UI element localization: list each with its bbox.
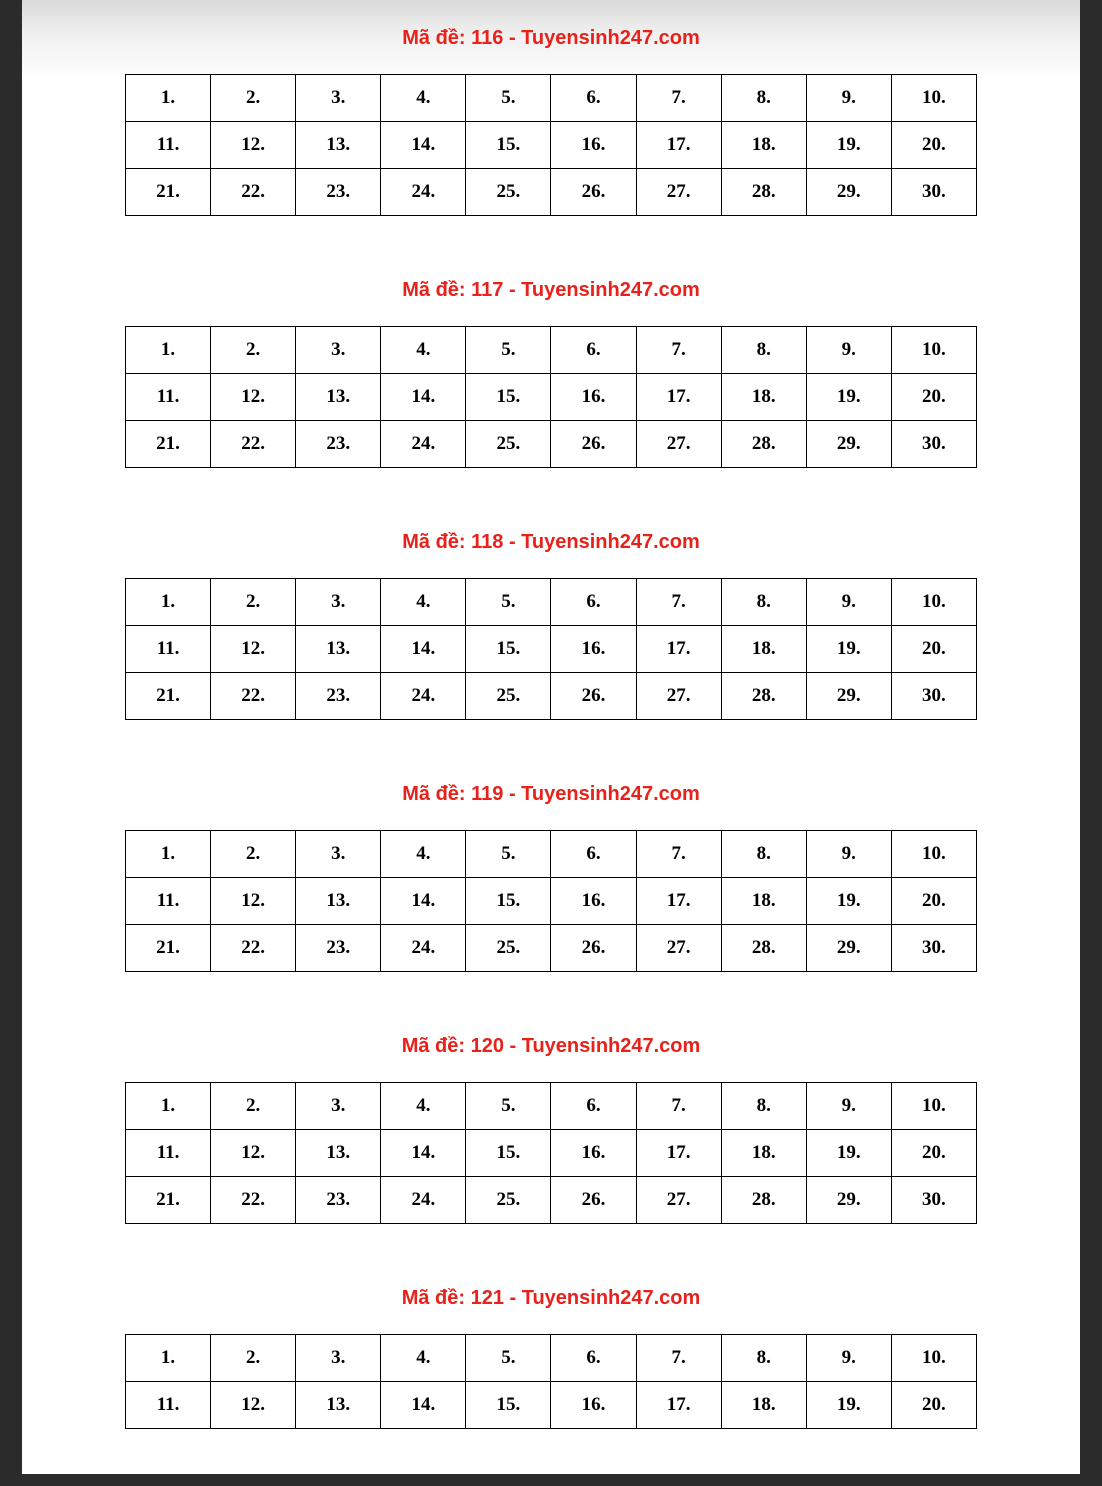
answer-row [126,374,977,421]
question-number-cell: 25. [466,169,551,216]
question-number-cell: 10. [891,579,976,626]
question-number-cell: 5. [466,831,551,878]
question-number-cell: 11. [126,122,211,169]
question-number-cell: 19. [806,1130,891,1177]
question-number-cell: 22. [211,169,296,216]
question-number-cell: 18. [721,1130,806,1177]
question-number-cell: 7. [636,75,721,122]
question-number-cell: 17. [636,122,721,169]
question-number-cell: 27. [636,673,721,720]
question-number-cell: 5. [466,75,551,122]
question-number-cell: 2. [211,579,296,626]
question-number-cell: 1. [126,831,211,878]
answer-row [126,1083,977,1130]
question-number-cell: 11. [126,374,211,421]
question-number-cell: 7. [636,831,721,878]
question-number-cell: 19. [806,1382,891,1429]
question-number-cell: 22. [211,1177,296,1224]
answer-row [126,1335,977,1382]
answer-row [126,878,977,925]
question-number-cell: 23. [296,925,381,972]
question-number-cell: 23. [296,1177,381,1224]
question-number-cell: 26. [551,169,636,216]
question-number-cell: 10. [891,1083,976,1130]
question-number-cell: 29. [806,421,891,468]
question-number-cell: 3. [296,579,381,626]
question-number-cell: 6. [551,1335,636,1382]
question-number-cell: 16. [551,374,636,421]
question-number-cell: 5. [466,1083,551,1130]
question-number-cell: 14. [381,626,466,673]
question-number-cell: 22. [211,421,296,468]
question-number-cell: 1. [126,1335,211,1382]
question-number-cell: 20. [891,1382,976,1429]
answer-row [126,75,977,122]
question-number-cell: 8. [721,1083,806,1130]
question-number-cell: 21. [126,925,211,972]
question-number-cell: 23. [296,421,381,468]
question-number-cell: 18. [721,626,806,673]
question-number-cell: 7. [636,579,721,626]
question-number-cell: 17. [636,626,721,673]
question-number-cell: 24. [381,673,466,720]
question-number-cell: 30. [891,421,976,468]
question-number-cell: 28. [721,421,806,468]
question-number-cell: 18. [721,374,806,421]
question-number-cell: 10. [891,327,976,374]
question-number-cell: 5. [466,579,551,626]
question-number-cell: 8. [721,831,806,878]
exam-code-title: Mã đề: 120 - Tuyensinh247.com [401,1035,701,1057]
question-number-cell: 12. [211,878,296,925]
question-number-cell: 12. [211,1382,296,1429]
question-number-cell: 24. [381,925,466,972]
question-number-cell: 8. [721,327,806,374]
question-number-cell: 14. [381,122,466,169]
answer-row [126,1130,977,1177]
question-number-cell: 19. [806,122,891,169]
question-number-cell: 6. [551,579,636,626]
question-number-cell: 15. [466,626,551,673]
question-number-cell: 6. [551,1083,636,1130]
question-number-cell: 9. [806,1335,891,1382]
exam-code-title: Mã đề: 117 - Tuyensinh247.com [402,279,700,301]
question-number-cell: 17. [636,1382,721,1429]
answer-table [125,1334,977,1429]
question-number-cell: 10. [891,75,976,122]
question-number-cell: 1. [126,1083,211,1130]
question-number-cell: 25. [466,421,551,468]
question-number-cell: 10. [891,831,976,878]
question-number-cell: 2. [211,1335,296,1382]
question-number-cell: 4. [381,579,466,626]
question-number-cell: 29. [806,925,891,972]
question-number-cell: 3. [296,831,381,878]
answer-row [126,925,977,972]
question-number-cell: 4. [381,1335,466,1382]
question-number-cell: 27. [636,169,721,216]
answer-table [125,578,977,720]
answer-row [126,327,977,374]
question-number-cell: 30. [891,673,976,720]
question-number-cell: 9. [806,831,891,878]
question-number-cell: 27. [636,421,721,468]
question-number-cell: 7. [636,1335,721,1382]
question-number-cell: 4. [381,327,466,374]
question-number-cell: 6. [551,831,636,878]
question-number-cell: 29. [806,169,891,216]
question-number-cell: 20. [891,374,976,421]
answer-row [126,673,977,720]
question-number-cell: 14. [381,1130,466,1177]
question-number-cell: 13. [296,878,381,925]
question-number-cell: 4. [381,1083,466,1130]
question-number-cell: 13. [296,122,381,169]
exam-code-title: Mã đề: 116 - Tuyensinh247.com [402,27,700,49]
question-number-cell: 21. [126,169,211,216]
question-number-cell: 28. [721,169,806,216]
question-number-cell: 18. [721,1382,806,1429]
question-number-cell: 4. [381,831,466,878]
question-number-cell: 19. [806,374,891,421]
question-number-cell: 26. [551,925,636,972]
question-number-cell: 12. [211,626,296,673]
question-number-cell: 3. [296,1083,381,1130]
question-number-cell: 14. [381,878,466,925]
question-number-cell: 11. [126,1382,211,1429]
answer-row [126,122,977,169]
question-number-cell: 3. [296,327,381,374]
question-number-cell: 28. [721,1177,806,1224]
question-number-cell: 21. [126,673,211,720]
question-number-cell: 2. [211,327,296,374]
question-number-cell: 28. [721,925,806,972]
question-number-cell: 9. [806,327,891,374]
question-number-cell: 12. [211,122,296,169]
question-number-cell: 17. [636,1130,721,1177]
question-number-cell: 18. [721,122,806,169]
question-number-cell: 30. [891,1177,976,1224]
answer-row [126,421,977,468]
exam-code-title: Mã đề: 121 - Tuyensinh247.com [401,1287,701,1309]
question-number-cell: 13. [296,374,381,421]
question-number-cell: 24. [381,421,466,468]
question-number-cell: 23. [296,673,381,720]
question-number-cell: 26. [551,421,636,468]
question-number-cell: 17. [636,878,721,925]
question-number-cell: 8. [721,75,806,122]
question-number-cell: 2. [211,1083,296,1130]
question-number-cell: 21. [126,421,211,468]
answer-row [126,1177,977,1224]
question-number-cell: 16. [551,1382,636,1429]
question-number-cell: 5. [466,327,551,374]
question-number-cell: 21. [126,1177,211,1224]
question-number-cell: 15. [466,1130,551,1177]
question-number-cell: 16. [551,626,636,673]
question-number-cell: 16. [551,878,636,925]
question-number-cell: 18. [721,878,806,925]
question-number-cell: 25. [466,673,551,720]
question-number-cell: 13. [296,1382,381,1429]
question-number-cell: 29. [806,1177,891,1224]
question-number-cell: 23. [296,169,381,216]
question-number-cell: 7. [636,327,721,374]
question-number-cell: 9. [806,579,891,626]
answer-row [126,579,977,626]
question-number-cell: 1. [126,75,211,122]
question-number-cell: 15. [466,122,551,169]
answer-table [125,74,977,216]
question-number-cell: 24. [381,1177,466,1224]
question-number-cell: 20. [891,626,976,673]
question-number-cell: 8. [721,579,806,626]
question-number-cell: 29. [806,673,891,720]
question-number-cell: 1. [126,327,211,374]
answer-row [126,626,977,673]
question-number-cell: 25. [466,1177,551,1224]
question-number-cell: 14. [381,374,466,421]
question-number-cell: 27. [636,1177,721,1224]
question-number-cell: 24. [381,169,466,216]
question-number-cell: 4. [381,75,466,122]
answer-table [125,830,977,972]
question-number-cell: 13. [296,1130,381,1177]
question-number-cell: 16. [551,1130,636,1177]
answer-row [126,169,977,216]
question-number-cell: 19. [806,626,891,673]
question-number-cell: 30. [891,925,976,972]
question-number-cell: 13. [296,626,381,673]
question-number-cell: 17. [636,374,721,421]
exam-code-title: Mã đề: 119 - Tuyensinh247.com [402,783,700,805]
question-number-cell: 19. [806,878,891,925]
question-number-cell: 2. [211,75,296,122]
question-number-cell: 1. [126,579,211,626]
question-number-cell: 22. [211,673,296,720]
question-number-cell: 9. [806,75,891,122]
question-number-cell: 11. [126,626,211,673]
question-number-cell: 6. [551,327,636,374]
question-number-cell: 26. [551,1177,636,1224]
question-number-cell: 7. [636,1083,721,1130]
question-number-cell: 3. [296,1335,381,1382]
question-number-cell: 30. [891,169,976,216]
question-number-cell: 11. [126,878,211,925]
question-number-cell: 11. [126,1130,211,1177]
question-number-cell: 16. [551,122,636,169]
question-number-cell: 5. [466,1335,551,1382]
question-number-cell: 22. [211,925,296,972]
question-number-cell: 12. [211,1130,296,1177]
answer-row [126,831,977,878]
document-page [22,0,1080,1474]
question-number-cell: 25. [466,925,551,972]
question-number-cell: 10. [891,1335,976,1382]
question-number-cell: 27. [636,925,721,972]
exam-code-title: Mã đề: 118 - Tuyensinh247.com [402,531,700,553]
question-number-cell: 9. [806,1083,891,1130]
answer-table [125,326,977,468]
question-number-cell: 2. [211,831,296,878]
answer-table [125,1082,977,1224]
question-number-cell: 14. [381,1382,466,1429]
answer-row [126,1382,977,1429]
question-number-cell: 12. [211,374,296,421]
question-number-cell: 3. [296,75,381,122]
question-number-cell: 20. [891,1130,976,1177]
question-number-cell: 15. [466,1382,551,1429]
question-number-cell: 15. [466,878,551,925]
question-number-cell: 28. [721,673,806,720]
question-number-cell: 8. [721,1335,806,1382]
question-number-cell: 20. [891,878,976,925]
question-number-cell: 15. [466,374,551,421]
question-number-cell: 20. [891,122,976,169]
question-number-cell: 26. [551,673,636,720]
question-number-cell: 6. [551,75,636,122]
